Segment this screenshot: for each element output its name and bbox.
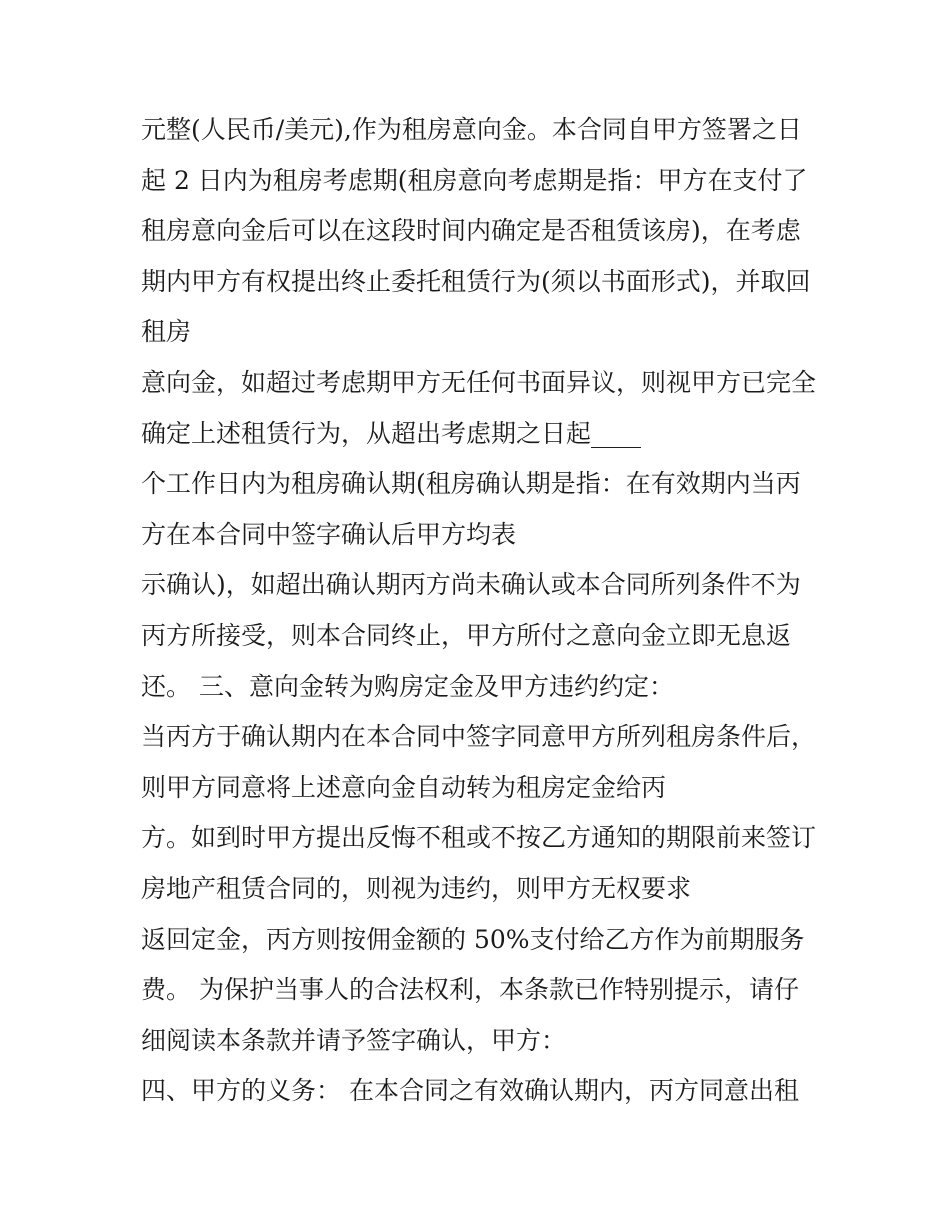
text-line: 还。 三、意向金转为购房定金及甲方违约约定： — [141, 671, 674, 701]
text-line: 期内甲方有权提出终止委托租赁行为(须以书面形式)，并取回 — [141, 266, 811, 296]
contract-text-body — [141, 105, 831, 1117]
text-line: 费。 为保护当事人的合法权利，本条款已作特别提示，请仔 — [141, 975, 799, 1005]
text-line: 示确认)，如超出确认期丙方尚未确认或本合同所列条件不为 — [141, 570, 801, 600]
text-line: 个工作日内为租房确认期(租房确认期是指：在有效期内当丙 — [141, 469, 801, 499]
text-line: 元整(人民币/美元),作为租房意向金。本合同自甲方签署之日 — [141, 115, 802, 144]
text-line: 确定上述租赁行为，从超出考虑期之日起____ — [141, 418, 642, 448]
text-line: 四、甲方的义务： 在本合同之有效确认期内，丙方同意出租 — [141, 1076, 799, 1106]
text-line: 租房 — [141, 317, 192, 347]
text-line: 方。如到时甲方提出反悔不租或不按乙方通知的期限前来签订 — [141, 823, 817, 853]
text-line: 当丙方于确认期内在本合同中签字同意甲方所列租房条件后， — [141, 722, 817, 752]
text-line: 细阅读本条款并请予签字确认，甲方： — [141, 1025, 567, 1055]
text-line: 返回定金，丙方则按佣金额的 50%支付给乙方作为前期服务 — [141, 924, 805, 954]
text-line: 方在本合同中签字确认后甲方均表 — [141, 519, 517, 549]
text-line: 则甲方同意将上述意向金自动转为租房定金给丙 — [141, 772, 667, 802]
text-line: 意向金，如超过考虑期甲方无任何书面异议，则视甲方已完全 — [141, 367, 817, 397]
text-line: 丙方所接受，则本合同终止，甲方所付之意向金立即无息返 — [141, 620, 792, 650]
text-line: 租房意向金后可以在这段时间内确定是否租赁该房)，在考虑 — [141, 216, 801, 246]
text-line: 起 2 日内为租房考虑期(租房意向考虑期是指：甲方在支付了 — [141, 165, 808, 195]
text-line: 房地产租赁合同的，则视为违约，则甲方无权要求 — [141, 873, 692, 903]
